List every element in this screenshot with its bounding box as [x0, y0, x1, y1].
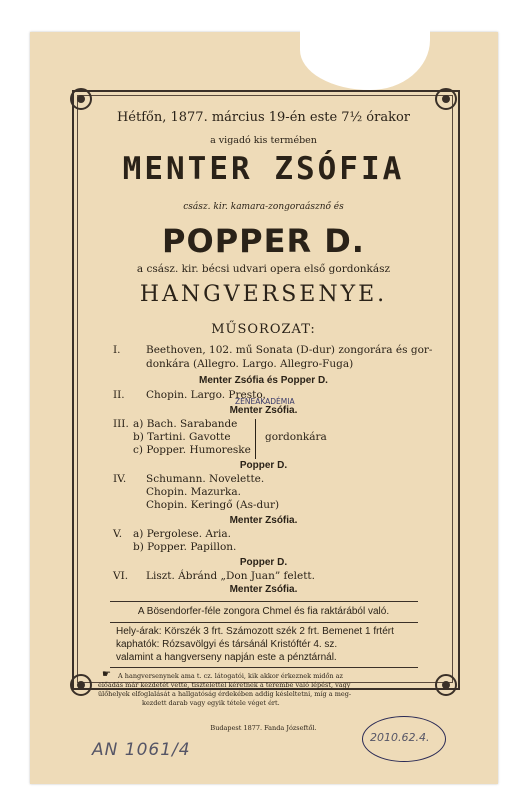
prices-line: Hely-árak: Körszék 3 frt. Számozott szék 2 frt. Bemenet 1 frtért: [116, 626, 394, 637]
item-number: III.: [113, 418, 129, 430]
item-line: a) Bach. Sarabande: [133, 418, 238, 430]
divider: [110, 667, 418, 668]
venue-line: a vigadó kis termében: [210, 135, 317, 146]
item-line: b) Tartini. Gavotte: [133, 431, 231, 443]
item-performer: Popper D.: [239, 460, 288, 471]
prices-line: kaphatók: Rózsavölgyi és társánál Kristóftér 4. sz.: [116, 639, 338, 650]
printer-line: Budapest 1877. Fanda Józseftől.: [210, 724, 317, 732]
item-side-note: gordonkára: [265, 431, 327, 443]
item-line: Liszt. Ábránd „Don Juan” felett.: [146, 570, 315, 582]
piano-note: A Bösendorfer-féle zongora Chmel és fia raktárából való.: [137, 606, 390, 617]
performer1-title: csász. kir. kamara-zongoraásznő és: [183, 202, 344, 212]
program-heading: MŰSOROZAT:: [211, 322, 316, 337]
corner-ornament-icon: [431, 670, 461, 700]
item-performer: Menter Zsófia és Popper D.: [199, 375, 328, 386]
brace: [255, 419, 261, 459]
item-performer: Menter Zsófia.: [229, 515, 298, 526]
divider: [110, 601, 418, 602]
item-performer: Menter Zsófia.: [229, 584, 298, 595]
item-line: c) Popper. Humoreske: [133, 444, 251, 456]
corner-ornament-icon: [66, 670, 96, 700]
handwritten-call-number: AN 1061/4: [92, 740, 191, 760]
notice-line: kezdett darab vagy egyik tétele véget ért.: [142, 699, 280, 707]
item-line: Schumann. Novelette.: [146, 473, 265, 485]
item-performer: Popper D.: [239, 557, 288, 568]
event-title: HANGVERSENYE.: [139, 282, 388, 307]
performer2-title: a csász. kir. bécsi udvari opera első gordonkász: [136, 263, 391, 275]
item-number: I.: [113, 344, 121, 356]
item-number: VI.: [113, 570, 129, 582]
item-line: Chopin. Keringő (As-dur): [146, 499, 280, 511]
performer1-name: MENTER ZSÓFIA: [122, 151, 405, 187]
notice-line: A hangversenynek ama t. cz. látogatói, kik akkor érkeznek midőn az: [118, 672, 343, 680]
item-number: II.: [113, 389, 125, 401]
notice-line: ülőhelyek elfoglalását a hallgatóság érdekében addig késleltetni, míg a meg-: [98, 690, 352, 698]
performer2-name: POPPER D.: [162, 222, 365, 260]
item-number: IV.: [113, 473, 127, 485]
item-line: a) Pergolese. Aria.: [133, 528, 231, 540]
prices-line: valamint a hangverseny napján este a pénztárnál.: [116, 652, 337, 663]
item-line: b) Popper. Papillon.: [133, 541, 237, 553]
item-line: Beethoven, 102. mű Sonata (D-dur) zongorára és gor-: [146, 344, 433, 356]
item-number: V.: [113, 528, 123, 540]
item-line: Chopin. Mazurka.: [146, 486, 241, 498]
item-line: donkára (Allegro. Largo. Allegro-Fuga): [146, 358, 354, 370]
pointing-hand-icon: ☛: [102, 669, 111, 680]
item-performer: Menter Zsófia.: [229, 405, 298, 416]
notice-line: előadás már kezdetét vette, tisztelettel kéretnek a terembe való lépést, vagy: [98, 681, 351, 689]
divider: [110, 622, 418, 623]
date-line: Hétfőn, 1877. március 19-én este 7½ órakor: [116, 110, 411, 125]
library-watermark: ZENEAKADÉMIA: [235, 397, 295, 406]
handwritten-inventory-number: 2010.62.4.: [370, 731, 430, 744]
item-line: Chopin. Largo. Presto.: [146, 389, 266, 401]
